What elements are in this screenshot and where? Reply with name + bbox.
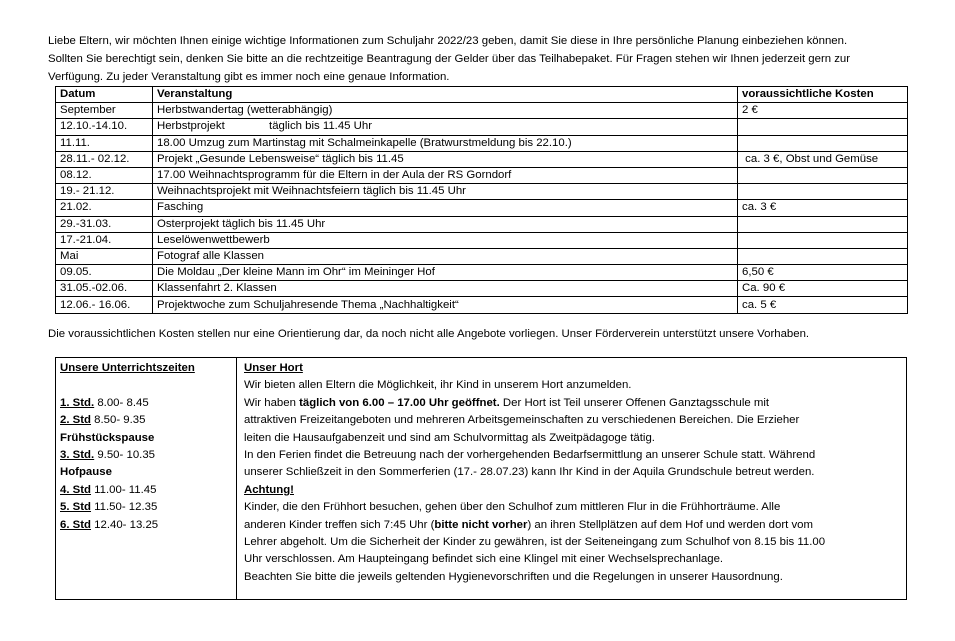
table-row bbox=[56, 184, 908, 200]
break-breakfast: Frühstückspause bbox=[60, 431, 155, 444]
cell-datum: 12.10.-14.10. bbox=[56, 119, 153, 135]
table-row bbox=[56, 265, 908, 281]
cell-datum: Mai bbox=[56, 248, 153, 264]
cell-veranstaltung: Herbstwandertag (wetterabhängig) bbox=[153, 103, 738, 119]
table-row bbox=[56, 103, 908, 119]
box-divider bbox=[236, 358, 237, 599]
intro-line: Verfügung. Zu jeder Veranstaltung gibt es immer noch eine genaue Information. bbox=[48, 71, 450, 83]
table-row bbox=[56, 216, 908, 232]
cell-kosten: 6,50 € bbox=[738, 265, 908, 281]
cell-datum: 11.11. bbox=[56, 135, 153, 151]
cell-kosten: ca. 5 € bbox=[738, 297, 908, 313]
table-row bbox=[56, 135, 908, 151]
cell-kosten: 2 € bbox=[738, 103, 908, 119]
hort-line: unserer Schließzeit in den Sommerferien (17.- 28.07.23) kann Ihr Kind in der Aquila Grundschule betreut werden. bbox=[244, 466, 815, 479]
cell-datum: 31.05.-02.06. bbox=[56, 281, 153, 297]
hort-info bbox=[244, 360, 904, 586]
cell-veranstaltung: Projekt „Gesunde Lebensweise“ täglich bis 11.45 bbox=[153, 151, 738, 167]
times-title: Unsere Unterrichtszeiten bbox=[60, 362, 195, 374]
cell-veranstaltung: Fasching bbox=[153, 200, 738, 216]
cell-veranstaltung: Klassenfahrt 2. Klassen bbox=[153, 281, 738, 297]
cost-note: Die voraussichtlichen Kosten stellen nur eine Orientierung dar, da noch nicht alle Angebote vorliegen. Unser Förderverein unterstützt unsere Vorhaben. bbox=[48, 328, 810, 340]
events-table bbox=[55, 86, 908, 314]
cell-veranstaltung: Osterprojekt täglich bis 11.45 Uhr bbox=[153, 216, 738, 232]
cell-kosten bbox=[738, 216, 908, 232]
achtung-heading: Achtung! bbox=[244, 483, 294, 496]
hort-line: Wir haben täglich von 6.00 – 17.00 Uhr geöffnet. Der Hort ist Teil unserer Offenen Ganztagsschule mit bbox=[244, 396, 770, 409]
cell-kosten bbox=[738, 248, 908, 264]
cell-veranstaltung: 17.00 Weihnachtsprogramm für die Eltern in der Aula der RS Gorndorf bbox=[153, 167, 738, 183]
header-datum: Datum bbox=[56, 87, 153, 103]
table-row bbox=[56, 167, 908, 183]
hort-title: Unser Hort bbox=[244, 362, 303, 374]
cell-kosten: Ca. 90 € bbox=[738, 281, 908, 297]
cell-datum: 29.-31.03. bbox=[56, 216, 153, 232]
cell-kosten bbox=[738, 135, 908, 151]
hort-line: In den Ferien findet die Betreuung nach der vorhergehenden Bedarfsermittlung an unserer Schule statt. Während bbox=[244, 449, 816, 462]
header-kosten: voraussichtliche Kosten bbox=[738, 87, 908, 103]
cell-kosten: ca. 3 € bbox=[738, 200, 908, 216]
lesson-5: 5. Std 11.50- 12.35 bbox=[60, 501, 158, 514]
cell-datum: September bbox=[56, 103, 153, 119]
intro-paragraph bbox=[48, 32, 908, 86]
cell-kosten bbox=[738, 167, 908, 183]
cell-veranstaltung: Fotograf alle Klassen bbox=[153, 248, 738, 264]
table-row bbox=[56, 281, 908, 297]
cell-kosten bbox=[738, 184, 908, 200]
lesson-1: 1. Std. 8.00- 8.45 bbox=[60, 396, 149, 409]
table-row bbox=[56, 248, 908, 264]
cell-datum: 21.02. bbox=[56, 200, 153, 216]
cell-kosten bbox=[738, 119, 908, 135]
table-row bbox=[56, 119, 908, 135]
hort-line: Wir bieten allen Eltern die Möglichkeit, ihr Kind in unserem Hort anzumelden. bbox=[244, 379, 632, 392]
lesson-4: 4. Std 11.00- 11.45 bbox=[60, 483, 157, 496]
cell-kosten bbox=[738, 232, 908, 248]
cell-datum: 12.06.- 16.06. bbox=[56, 297, 153, 313]
cell-datum: 19.- 21.12. bbox=[56, 184, 153, 200]
cell-veranstaltung: Projektwoche zum Schuljahresende Thema „Nachhaltigkeit“ bbox=[153, 297, 738, 313]
break-yard: Hofpause bbox=[60, 466, 112, 479]
table-row bbox=[56, 151, 908, 167]
school-times bbox=[60, 360, 236, 534]
table-row bbox=[56, 297, 908, 313]
info-box bbox=[55, 357, 907, 600]
intro-line: Sollten Sie berechtigt sein, denken Sie bitte an die rechtzeitige Beantragung der Gelder über das Teilhabepaket. Für Fragen stehen wir Ihnen jederzeit gern zur bbox=[48, 53, 851, 65]
cell-kosten: ca. 3 €, Obst und Gemüse bbox=[738, 151, 908, 167]
table-row bbox=[56, 200, 908, 216]
hort-line: anderen Kinder treffen sich 7:45 Uhr (bitte nicht vorher) an ihren Stellplätzen auf dem Hof und werden dort vom bbox=[244, 518, 813, 531]
cell-veranstaltung: Die Moldau „Der kleine Mann im Ohr“ im Meininger Hof bbox=[153, 265, 738, 281]
cell-veranstaltung: Weihnachtsprojekt mit Weihnachtsfeiern täglich bis 11.45 Uhr bbox=[153, 184, 738, 200]
cell-datum: 08.12. bbox=[56, 167, 153, 183]
cell-veranstaltung: Leselöwenwettbewerb bbox=[153, 232, 738, 248]
cell-datum: 17.-21.04. bbox=[56, 232, 153, 248]
hort-line: Uhr verschlossen. Am Haupteingang befindet sich eine Klingel mit einer Wechselsprechanlage. bbox=[244, 553, 724, 566]
intro-line: Liebe Eltern, wir möchten Ihnen einige wichtige Informationen zum Schuljahr 2022/23 geben, damit Sie diese in Ihre persönliche Planung einbeziehen können. bbox=[48, 35, 848, 47]
cell-veranstaltung: 18.00 Umzug zum Martinstag mit Schalmeinkapelle (Bratwurstmeldung bis 22.10.) bbox=[153, 135, 738, 151]
lesson-2: 2. Std 8.50- 9.35 bbox=[60, 414, 146, 427]
lesson-6: 6. Std 12.40- 13.25 bbox=[60, 518, 159, 531]
table-header-row bbox=[56, 87, 908, 103]
cell-datum: 09.05. bbox=[56, 265, 153, 281]
hort-line: Kinder, die den Frühhort besuchen, gehen über den Schulhof zum mittleren Flur in die Frühhorträume. Alle bbox=[244, 501, 781, 514]
hort-line: attraktiven Freizeitangeboten und mehreren Arbeitsgemeinschaften zu verschiedenen Bereichen. Die Erzieher bbox=[244, 414, 800, 427]
hort-line: Lehrer abgeholt. Um die Sicherheit der Kinder zu gewähren, ist der Seiteneingang zum Schulhof von 8.15 bis 11.00 bbox=[244, 536, 826, 549]
header-veranstaltung: Veranstaltung bbox=[153, 87, 738, 103]
table-row bbox=[56, 232, 908, 248]
hort-line: leiten die Hausaufgabenzeit und sind am Schulvormittag als Zweitpädagoge tätig. bbox=[244, 431, 655, 444]
cell-veranstaltung: Herbstprojekt täglich bis 11.45 Uhr bbox=[153, 119, 738, 135]
lesson-3: 3. Std. 9.50- 10.35 bbox=[60, 449, 155, 462]
cell-datum: 28.11.- 02.12. bbox=[56, 151, 153, 167]
hort-line: Beachten Sie bitte die jeweils geltenden Hygienevorschriften und die Regelungen in unserer Hausordnung. bbox=[244, 570, 783, 583]
